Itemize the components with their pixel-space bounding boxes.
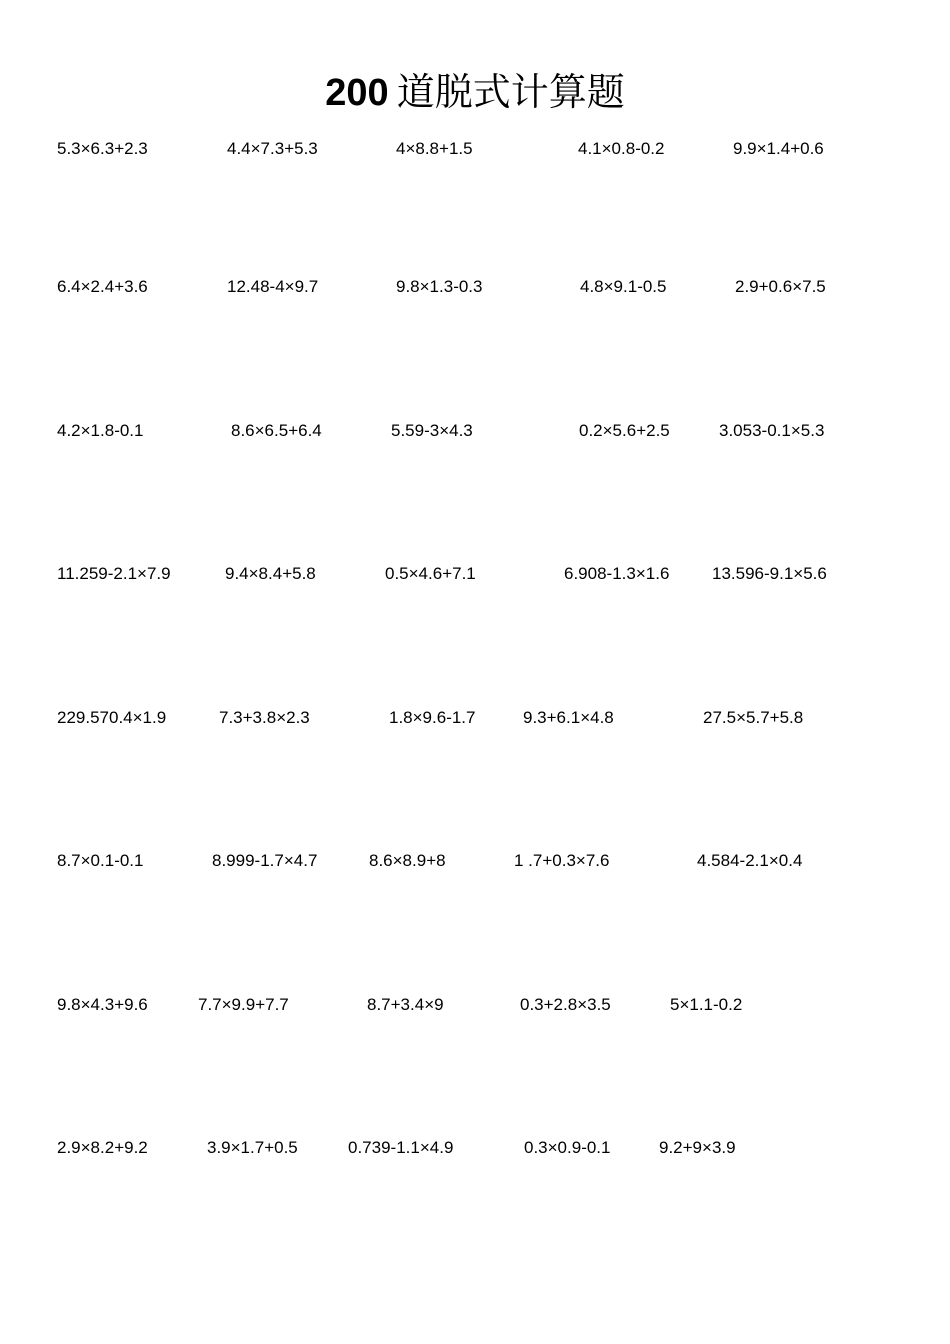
problem-r1-c4: 4.1×0.8-0.2 — [578, 139, 665, 158]
problem-r8-c2: 3.9×1.7+0.5 — [207, 1138, 298, 1157]
page-title-number: 200 — [325, 72, 389, 114]
problem-r1-c3: 4×8.8+1.5 — [396, 139, 473, 158]
problem-r1-c5: 9.9×1.4+0.6 — [733, 139, 824, 158]
problem-r6-c1: 8.7×0.1-0.1 — [57, 851, 144, 870]
problem-r7-c5: 5×1.1-0.2 — [670, 995, 743, 1014]
problem-r5-c3: 1.8×9.6-1.7 — [389, 708, 476, 727]
problem-r3-c1: 4.2×1.8-0.1 — [57, 421, 144, 440]
problem-r7-c3: 8.7+3.4×9 — [367, 995, 444, 1014]
problem-r6-c2: 8.999-1.7×4.7 — [212, 851, 318, 870]
problem-r2-c3: 9.8×1.3-0.3 — [396, 277, 483, 296]
problem-r7-c4: 0.3+2.8×3.5 — [520, 995, 611, 1014]
problem-r3-c5: 3.053-0.1×5.3 — [719, 421, 825, 440]
page-title-text: 道脱式计算题 — [396, 70, 625, 114]
problem-r8-c3: 0.739-1.1×4.9 — [348, 1138, 454, 1157]
problem-r8-c5: 9.2+9×3.9 — [659, 1138, 736, 1157]
problem-r5-c2: 7.3+3.8×2.3 — [219, 708, 310, 727]
problem-r5-c5: 27.5×5.7+5.8 — [703, 708, 804, 727]
problem-r8-c4: 0.3×0.9-0.1 — [524, 1138, 611, 1157]
problem-r1-c1: 5.3×6.3+2.3 — [57, 139, 148, 158]
problem-r4-c5: 13.596-9.1×5.6 — [712, 564, 827, 583]
problem-r3-c3: 5.59-3×4.3 — [391, 421, 473, 440]
problem-r7-c2: 7.7×9.9+7.7 — [198, 995, 289, 1014]
problem-r2-c5: 2.9+0.6×7.5 — [735, 277, 826, 296]
problem-r6-c5: 4.584-2.1×0.4 — [697, 851, 803, 870]
problem-r1-c2: 4.4×7.3+5.3 — [227, 139, 318, 158]
problem-r2-c2: 12.48-4×9.7 — [227, 277, 319, 296]
problem-r5-c1: 229.570.4×1.9 — [57, 708, 167, 727]
problem-r5-c4: 9.3+6.1×4.8 — [523, 708, 614, 727]
problem-r4-c4: 6.908-1.3×1.6 — [564, 564, 670, 583]
problem-r8-c1: 2.9×8.2+9.2 — [57, 1138, 148, 1157]
problem-r6-c3: 8.6×8.9+8 — [369, 851, 446, 870]
problem-r6-c4: 1 .7+0.3×7.6 — [514, 851, 610, 870]
problem-r2-c4: 4.8×9.1-0.5 — [580, 277, 667, 296]
problem-r4-c2: 9.4×8.4+5.8 — [225, 564, 316, 583]
problem-r4-c1: 11.259-2.1×7.9 — [57, 564, 171, 583]
problem-r7-c1: 9.8×4.3+9.6 — [57, 995, 148, 1014]
page-title — [0, 68, 950, 117]
problem-r3-c2: 8.6×6.5+6.4 — [231, 421, 322, 440]
problem-r3-c4: 0.2×5.6+2.5 — [579, 421, 670, 440]
problem-r2-c1: 6.4×2.4+3.6 — [57, 277, 148, 296]
problem-r4-c3: 0.5×4.6+7.1 — [385, 564, 476, 583]
